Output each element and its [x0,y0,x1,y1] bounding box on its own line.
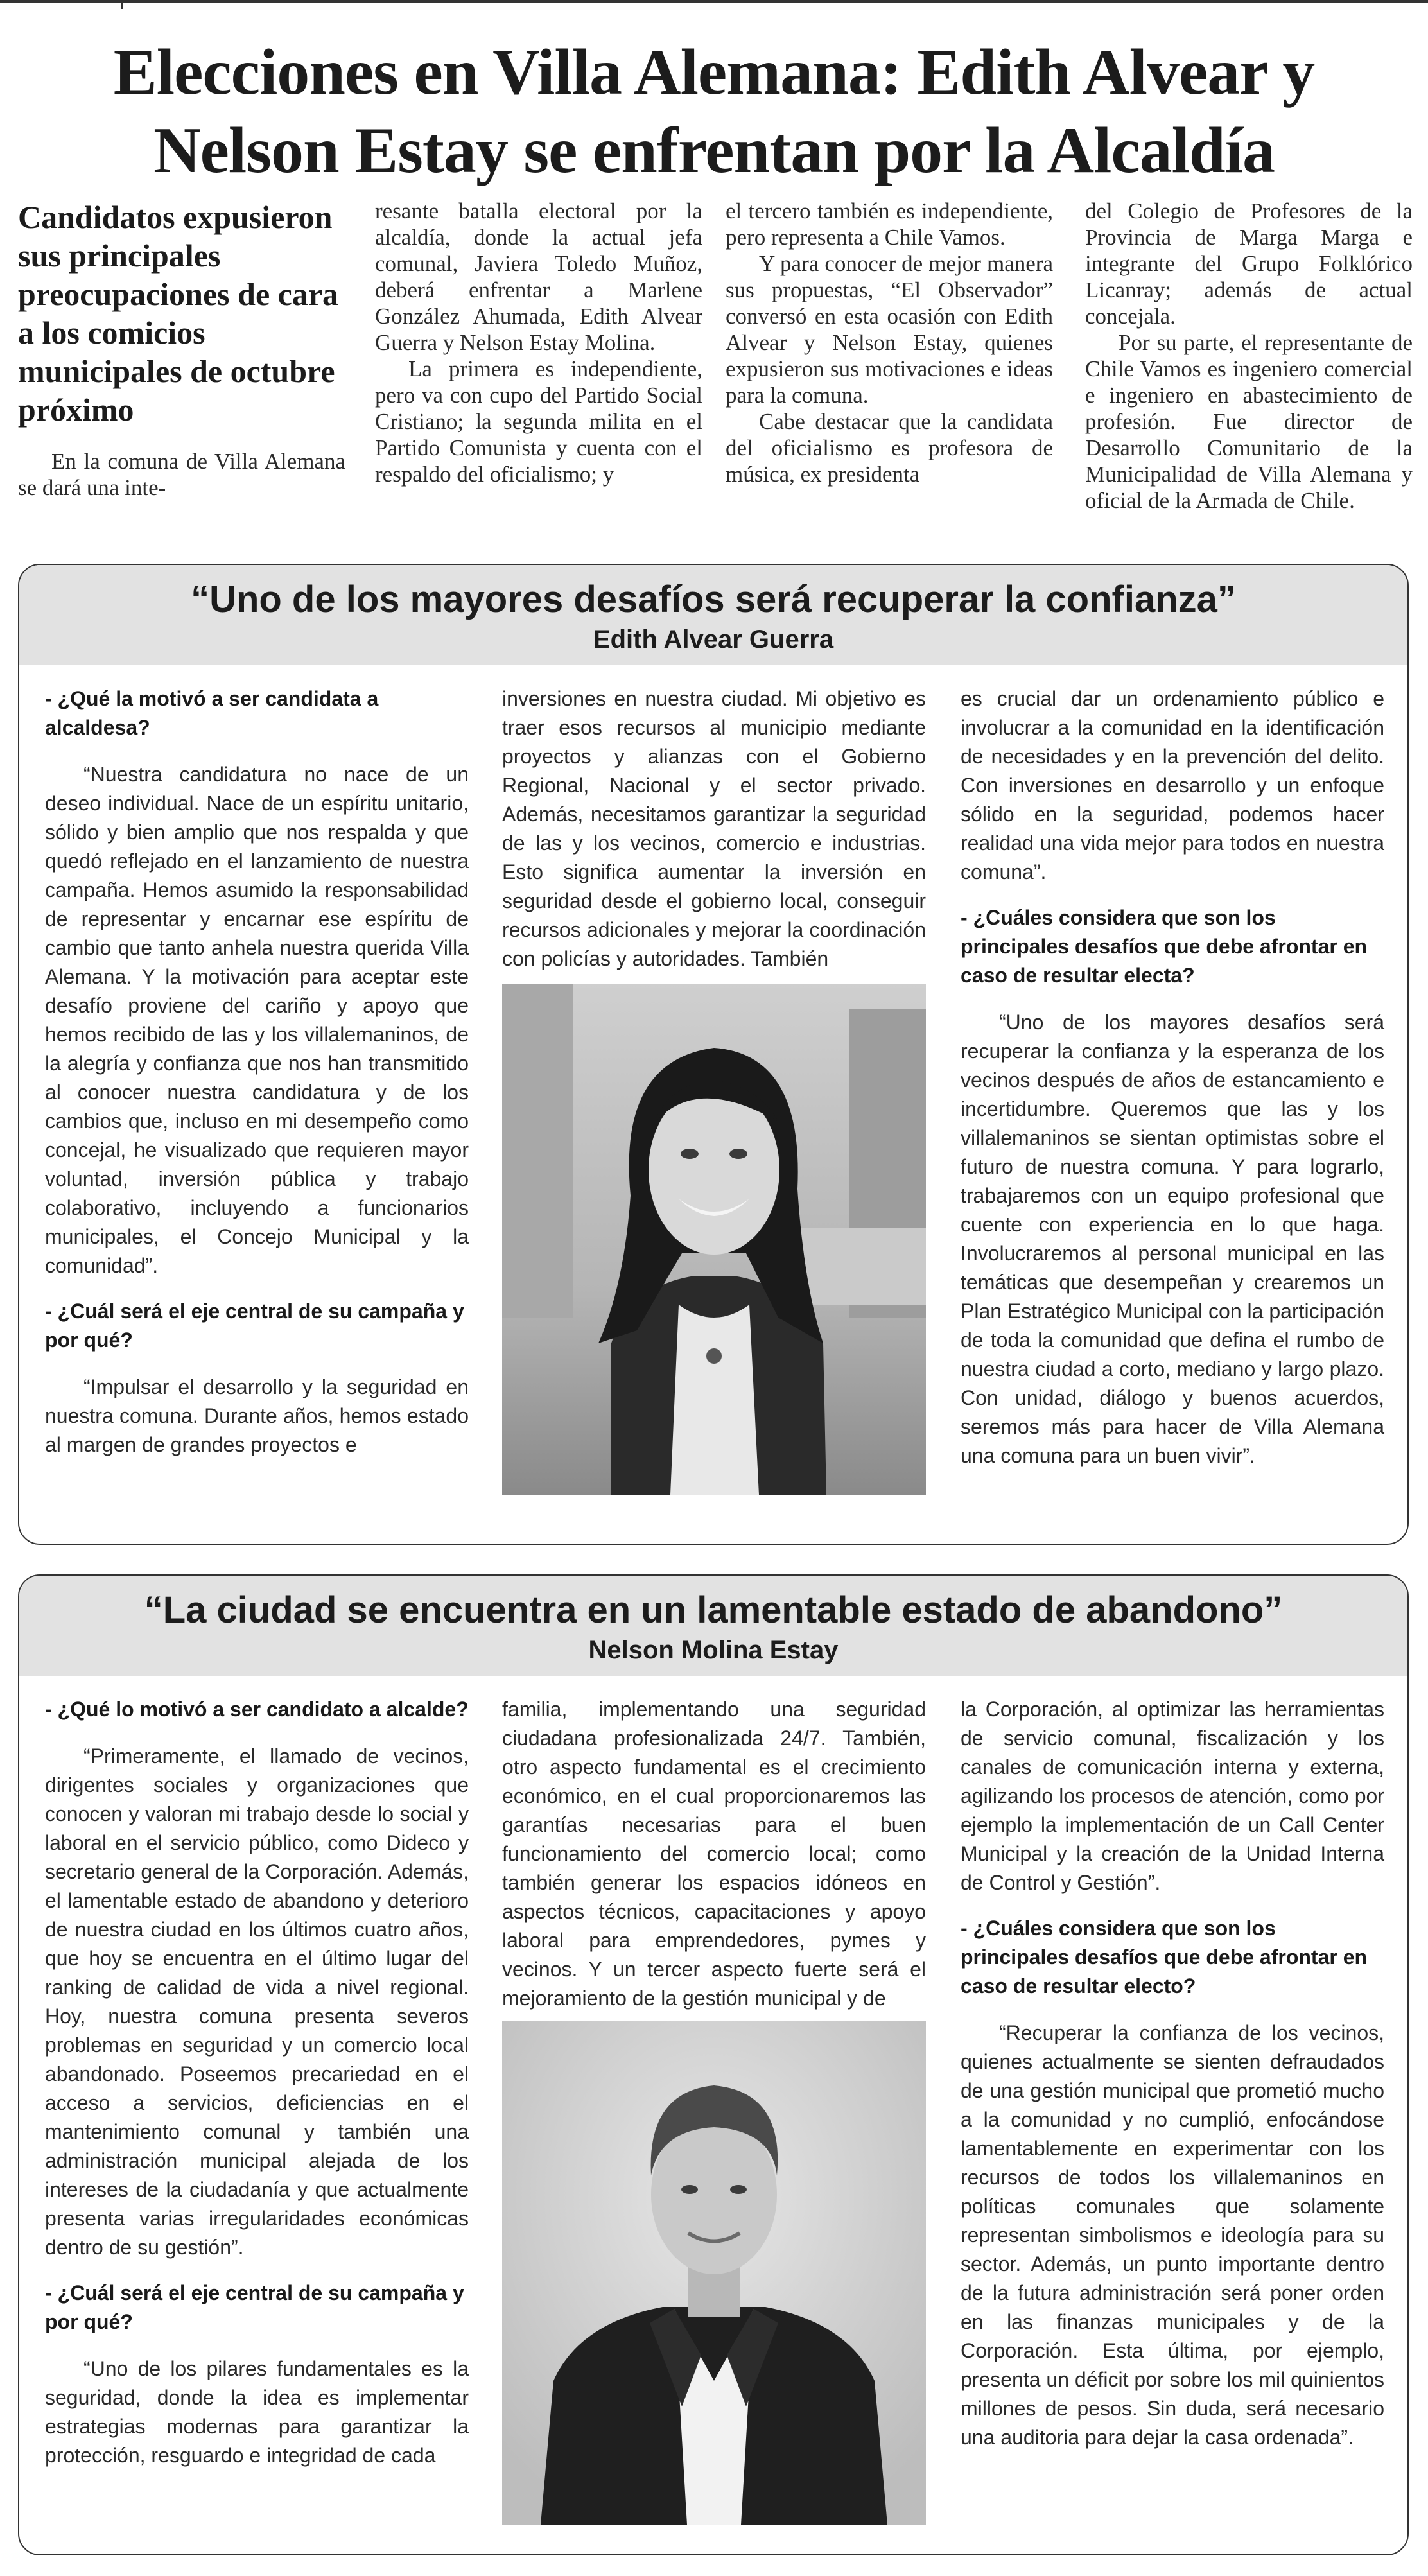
headline-line-1: Elecciones en Villa Alemana: Edith Alvear y [113,36,1315,109]
interview-paragraph: “Recuperar la confianza de los vecinos, quienes actualmente se sienten defraudados de una gestión municipal que prometió mucho a la comunidad y no cumplió, enfocándose lamentablemente en experimentar con los recursos de todos los villalemaninos en políticas comunales que solamente representan simbolismos e ideología para su sector. Además, un punto importante dentro de la futura administración será poner orden en las finanzas municipales y de la Corporación. Esta última, por ejemplo, presenta un déficit por sobre los mil quinientos millones de pesos. Sin duda, será necesario una auditoria para dejar la casa ordenada”. [961,2021,1384,2449]
interview-question: - ¿Cuáles considera que son los principales desafíos que debe afrontar en caso de resultar electa? [961,906,1368,987]
interview-subtitle-edith: Edith Alvear Guerra [593,625,834,654]
article-paragraph: En la comuna de Villa Alemana se dará una inte- [18,449,345,500]
article-paragraph: resante batalla electoral por la alcaldía, donde la actual jefa comunal, Javiera Toledo Muñoz, deberá enfrentar a Marlene González Ahumada, Edith Alvear Guerra y Nelson Estay Molina. [375,198,702,355]
interview-paragraph: “Uno de los mayores desafíos será recuperar la confianza y la esperanza de los vecinos después de años de estancamiento e incertidumbre. Queremos que las y los villalemaninos se sientan optimistas sobre el futuro de nuestra comuna. Y para lograrlo, trabajaremos con un equipo profesional que cuente con experiencia en lo que haga. Involucraremos al personal municipal en las temáticas que desempeñan y crearemos un Plan Estratégico Municipal con la participación de toda la comunidad que defina el rumbo de nuestra ciudad a corto, mediano y largo plazo. Con unidad, diálogo y buenos acuerdos, seremos más para hacer de Villa Alemana una comuna para un buen vivir”. [961,1011,1384,1467]
article-paragraph: Y para conocer de mejor manera sus propuestas, “El Observador” conversó en esta ocasión con Edith Alvear y Nelson Estay, quienes expusieron sus motivaciones e ideas para la comuna. [726,251,1053,408]
interview-box-edith [18,564,1409,1545]
interview-column-2 [502,1695,926,2030]
interview-subtitle-nelson: Nelson Molina Estay [588,1636,839,1664]
article-paragraph: Cabe destacar que la candidata del oficialismo es profesora de música, ex presidenta [726,409,1053,487]
article-paragraph: del Colegio de Profesores de la Provincia de Marga Marga e integrante del Grupo Folklórico Licanray; además de actual concejala. [1085,198,1413,329]
lead-text-1 [18,448,345,501]
headline [39,33,1389,190]
interview-paragraph: inversiones en nuestra ciudad. Mi objetivo es traer esos recursos al municipio mediante proyectos y alianzas con el Gobierno Regional, Nacional y el sector privado. Además, necesitamos garantizar la seguridad de las y los vecinos, comercio e industrias. Esto significa aumentar la inversión en seguridad desde el gobierno local, conseguir recursos adicionales y mejorar la coordinación con policías y autoridades. También [502,687,926,970]
interview-paragraph: “Impulsar el desarrollo y la seguridad en nuestra comuna. Durante años, hemos estado al margen de grandes proyectos e [45,1375,469,1456]
interview-paragraph: la Corporación, al optimizar las herramientas de servicio comunal, fiscalización y los canales de comunicación interna y externa, agilizando los procesos de atención, como por ejemplo la implementación de un Call Center Municipal y la creación de la Unidad Interna de Control y Gestión”. [961,1698,1384,1894]
interview-title-edith: “Uno de los mayores desafíos será recuperar la confianza” [191,579,1236,620]
portrait-woman-illustration [502,984,926,1495]
lead-text-3 [726,198,1053,487]
interview-title-nelson: “La ciudad se encuentra en un lamentable estado de abandono” [144,1589,1283,1631]
interview-question: - ¿Cuál será el eje central de su campaña y por qué? [45,1300,464,1352]
lead-text-2 [375,198,702,487]
portrait-man-illustration [502,2021,926,2525]
lead-deck: Candidatos expusieron sus principales preocupaciones de cara a los comicios municipales de octubre próximo [18,199,339,428]
interview-paragraph: “Primeramente, el llamado de vecinos, dirigentes sociales y organizaciones que conocen y valoran mi trabajo desde lo social y laboral en el servicio público, como Dideco y secretario general de la Corporación. Además, el lamentable estado de abandono y deterioro de nuestra ciudad en los últimos cuatro años, que hoy se encuentra en el último lugar del ranking de calidad de vida a nivel regional. Hoy, nuestra comuna presenta severos problemas en seguridad y un comercio local abandonado. Poseemos precariedad en el acceso a servicios, deficiencias en el mantenimiento comunal y también una administración municipal alejada de los intereses de la ciudadanía y que actualmente presenta varias irregularidades económicas dentro de su gestión”. [45,1745,469,2259]
article-paragraph: La primera es independiente, pero va con cupo del Partido Social Cristiano; la segunda milita en el Partido Comunista y cuenta con el respaldo del oficialismo; y [375,356,702,487]
interview-paragraph: “Nuestra candidatura no nace de un deseo individual. Nace de un espíritu unitario, sólido y bien amplio que nos respalda y que quedó reflejado en el lanzamiento de nuestra campaña. Hemos asumido la responsabilidad de representar y encarnar ese espíritu de cambio que tanto anhela nuestra querida Villa Alemana. Y la motivación para aceptar este desafío proviene del cariño y apoyo que hemos recibido de las y los villalemaninos, de la alegría y confianza que nos han transmitido al conocer nuestra candidatura y de los cambios que, incluso en mi desempeño como concejal, he visualizado que requieren mayor voluntad, inversión pública y trabajo colaborativo, incluyendo a funcionarios municipales, el Concejo Municipal y la comunidad”. [45,763,469,1277]
photo-nelson-estay [502,2021,926,2525]
interview-column-3 [961,684,1384,1487]
interview-box-nelson [18,1574,1409,2555]
lead-text-4 [1085,198,1413,514]
interview-question: - ¿Qué lo motivó a ser candidato a alcalde? [45,1698,469,1721]
lead-column-4 [1085,198,1413,514]
interview-column-1 [45,1695,469,2487]
article-paragraph: el tercero también es independiente, pero representa a Chile Vamos. [726,198,1053,250]
interview-question: - ¿Cuál será el eje central de su campaña y por qué? [45,2281,464,2333]
article-paragraph: Por su parte, el representante de Chile Vamos es ingeniero comercial e ingeniero en abastecimiento de profesión. Fue director de Desarrollo Comunitario de la Municipalidad de Villa Alemana y oficial de la Armada de Chile. [1085,330,1413,513]
interview-question: - ¿Cuáles considera que son los principales desafíos que debe afrontar en caso de resultar electo? [961,1917,1368,1997]
interview-header-nelson [19,1576,1407,1676]
interview-column-3 [961,1695,1384,2469]
interview-paragraph: familia, implementando una seguridad ciudadana profesionalizada 24/7. También, otro aspecto fundamental es el crecimiento económico, en el cual proporcionaremos las garantías necesarias para el buen funcionamiento del comercio local; como también generar los espacios idóneos en aspectos técnicos, capacitaciones y apoyo laboral para emprendedores, pymes y vecinos. Y un tercer aspecto fuerte será el mejoramiento de la gestión municipal y de [502,1698,926,2010]
lead-column-3 [726,198,1053,487]
interview-paragraph: “Uno de los pilares fundamentales es la seguridad, donde la idea es implementar estrategias modernas para garantizar la protección, resguardo e integridad de cada [45,2357,469,2467]
lead-column-2 [375,198,702,487]
headline-line-2: Nelson Estay se enfrentan por la Alcaldía [153,114,1275,187]
photo-edith-alvear [502,984,926,1495]
top-rule [0,0,1428,3]
interview-question: - ¿Qué la motivó a ser candidata a alcaldesa? [45,687,379,739]
top-rule-tick [121,0,123,9]
lead-column-1 [18,198,345,501]
interview-column-2 [502,684,926,990]
interview-header-edith [19,565,1407,665]
interview-column-1 [45,684,469,1476]
interview-paragraph: es crucial dar un ordenamiento público e involucrar a la comunidad en la identificación de necesidades y en la prevención del delito. Con inversiones en desarrollo y un enfoque sólido en la seguridad, podemos hacer realidad una vida mejor para todos en nuestra comuna”. [961,687,1384,883]
